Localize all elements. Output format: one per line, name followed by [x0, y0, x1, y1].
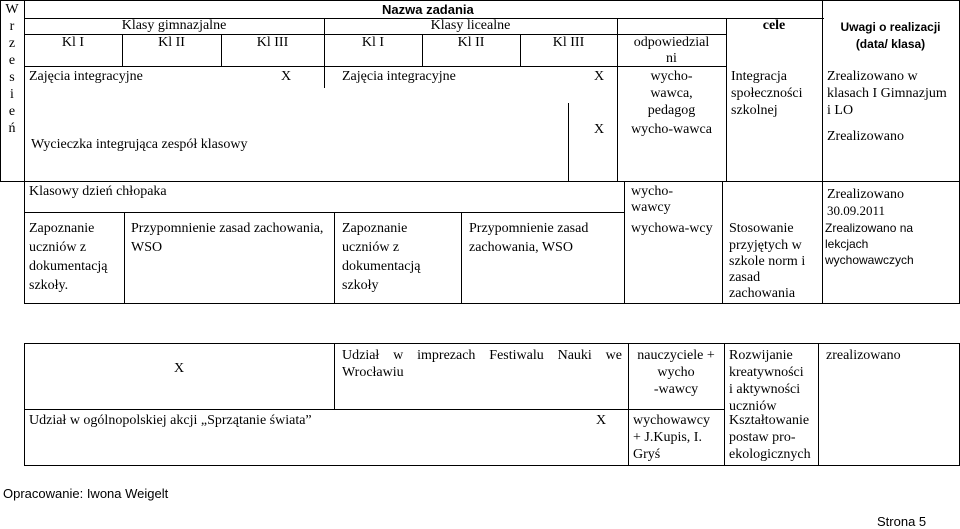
remarks-header-sub: (data/ klasa)	[855, 37, 926, 51]
remark-text: zrealizowano	[826, 348, 901, 363]
goal-text: Kształtowanie	[729, 413, 810, 428]
mark-x: X	[594, 122, 605, 137]
month-letter: W	[5, 2, 19, 17]
table-rule	[726, 18, 727, 182]
month-letter: e	[8, 104, 16, 119]
table-rule	[24, 465, 960, 466]
responsible-person: wawca,	[650, 86, 693, 101]
task-name: zachowania, WSO	[469, 240, 573, 255]
task-name: szkoły.	[29, 278, 69, 293]
mark-x: X	[174, 361, 185, 376]
responsible-person: wychowa-wcy	[631, 221, 713, 236]
task-name-header: Nazwa zadania	[382, 2, 474, 17]
table-rule	[334, 212, 335, 304]
class-column-header: Kl II	[457, 35, 485, 50]
responsible-person: nauczyciele +	[637, 348, 715, 363]
task-name: Zajęcia integracyjne	[29, 69, 143, 84]
goal-text: zasad	[729, 270, 761, 285]
class-column-header: Kl I	[61, 35, 85, 50]
responsible-person: wychowawcy	[633, 413, 710, 428]
goal-text: postaw pro-	[729, 430, 796, 445]
table-rule	[624, 181, 625, 304]
table-rule	[24, 181, 25, 304]
task-name: Udział w ogólnopolskiej akcji „Sprzątanie świata”	[29, 413, 312, 428]
upper-secondary-header: Klasy licealne	[430, 18, 511, 33]
responsible-person: wycho-	[650, 69, 693, 84]
month-letter: ń	[8, 121, 16, 136]
goal-text: przyjętych w	[729, 238, 802, 253]
responsible-header: odpowiedzial	[633, 35, 710, 50]
task-name: uczniów z	[29, 240, 87, 255]
month-letter: r	[9, 19, 15, 34]
goal-text: Integracja	[731, 69, 787, 84]
remark-text: wychowawczych	[825, 253, 914, 267]
mark-x: X	[594, 69, 605, 84]
task-name: Zapoznanie	[342, 221, 408, 236]
remark-text: Zrealizowano w	[827, 69, 918, 84]
responsible-person: + J.Kupis, I.	[633, 430, 702, 445]
goal-text: zachowania	[729, 286, 796, 301]
remark-date: 30.09.2011	[827, 203, 886, 218]
responsible-person: wycho	[657, 365, 695, 380]
goal-text: szkolnej	[731, 103, 778, 118]
task-name: Wycieczka integrująca zespół klasowy	[31, 137, 248, 152]
task-name: dokumentacją	[29, 259, 108, 274]
goal-text: uczniów	[729, 399, 777, 414]
mark-x: X	[281, 69, 292, 84]
mark-x: X	[596, 413, 607, 428]
responsible-person: wawcy	[631, 200, 671, 215]
table-rule	[724, 343, 725, 466]
responsible-header: ni	[666, 51, 677, 66]
task-name: Zajęcia integracyjne	[342, 69, 456, 84]
task-name: szkoły	[342, 278, 379, 293]
responsible-person: Gryś	[633, 447, 661, 462]
task-name: Klasowy dzień chłopaka	[29, 184, 167, 199]
month-letter: e	[8, 53, 16, 68]
remark-text: i LO	[827, 103, 854, 118]
remarks-header: Uwagi o realizacji	[840, 20, 941, 34]
class-column-header: Kl I	[361, 35, 385, 50]
table-rule	[722, 181, 723, 304]
month-letter: s	[9, 70, 15, 85]
task-name: Przypomnienie zasad zachowania,	[131, 221, 324, 236]
month-letter: z	[8, 36, 16, 51]
task-name: Wrocławiu	[342, 365, 404, 380]
table-rule	[461, 212, 462, 304]
month-letter: i	[10, 87, 14, 102]
responsible-person: -wawcy	[653, 382, 699, 397]
goal-text: kreatywności	[729, 365, 804, 380]
table-rule	[24, 212, 624, 213]
table-rule	[24, 409, 724, 410]
table-rule	[24, 343, 25, 466]
task-name: dokumentacją	[342, 259, 421, 274]
task-name: WSO	[131, 240, 163, 255]
class-column-header: Kl III	[256, 35, 289, 50]
responsible-person: pedagog	[647, 103, 696, 118]
goals-header: cele	[762, 18, 786, 33]
remark-text: lekcjach	[825, 237, 869, 251]
table-rule	[818, 343, 819, 466]
task-name: Udział w imprezach Festiwalu Nauki we	[342, 348, 622, 363]
goal-text: i aktywności	[729, 382, 801, 397]
goal-text: ekologicznych	[729, 447, 811, 462]
lower-secondary-header: Klasy gimnazjalne	[121, 18, 227, 33]
author-note: Opracowanie: Iwona Weigelt	[3, 486, 169, 501]
class-column-header: Kl III	[552, 35, 585, 50]
table-rule	[24, 303, 960, 304]
remark-text: Zrealizowano na	[825, 221, 914, 235]
table-rule	[334, 343, 335, 410]
table-rule	[124, 212, 125, 304]
class-column-header: Kl II	[158, 35, 185, 50]
responsible-person: wycho-wawca	[631, 122, 712, 137]
table-rule	[0, 0, 960, 1]
goal-text: szkole norm i	[729, 254, 806, 269]
remark-text: Zrealizowano	[827, 187, 904, 202]
task-name: Przypomnienie zasad	[469, 221, 589, 236]
remark-text: klasach I Gimnazjum	[827, 86, 947, 101]
month-vertical-label	[1, 1, 23, 137]
task-name: Zapoznanie	[29, 221, 95, 236]
table-rule	[0, 181, 960, 182]
task-name: uczniów z	[342, 240, 400, 255]
table-rule	[24, 343, 960, 344]
goal-text: społeczności	[731, 86, 803, 101]
table-rule	[822, 181, 823, 304]
goal-text: Rozwijanie	[729, 348, 793, 363]
table-rule	[568, 103, 569, 182]
responsible-person: wycho-	[631, 184, 673, 199]
page-number: Strona 5	[877, 514, 927, 529]
goal-text: Stosowanie	[729, 221, 794, 236]
remark-text: Zrealizowano	[827, 129, 904, 144]
